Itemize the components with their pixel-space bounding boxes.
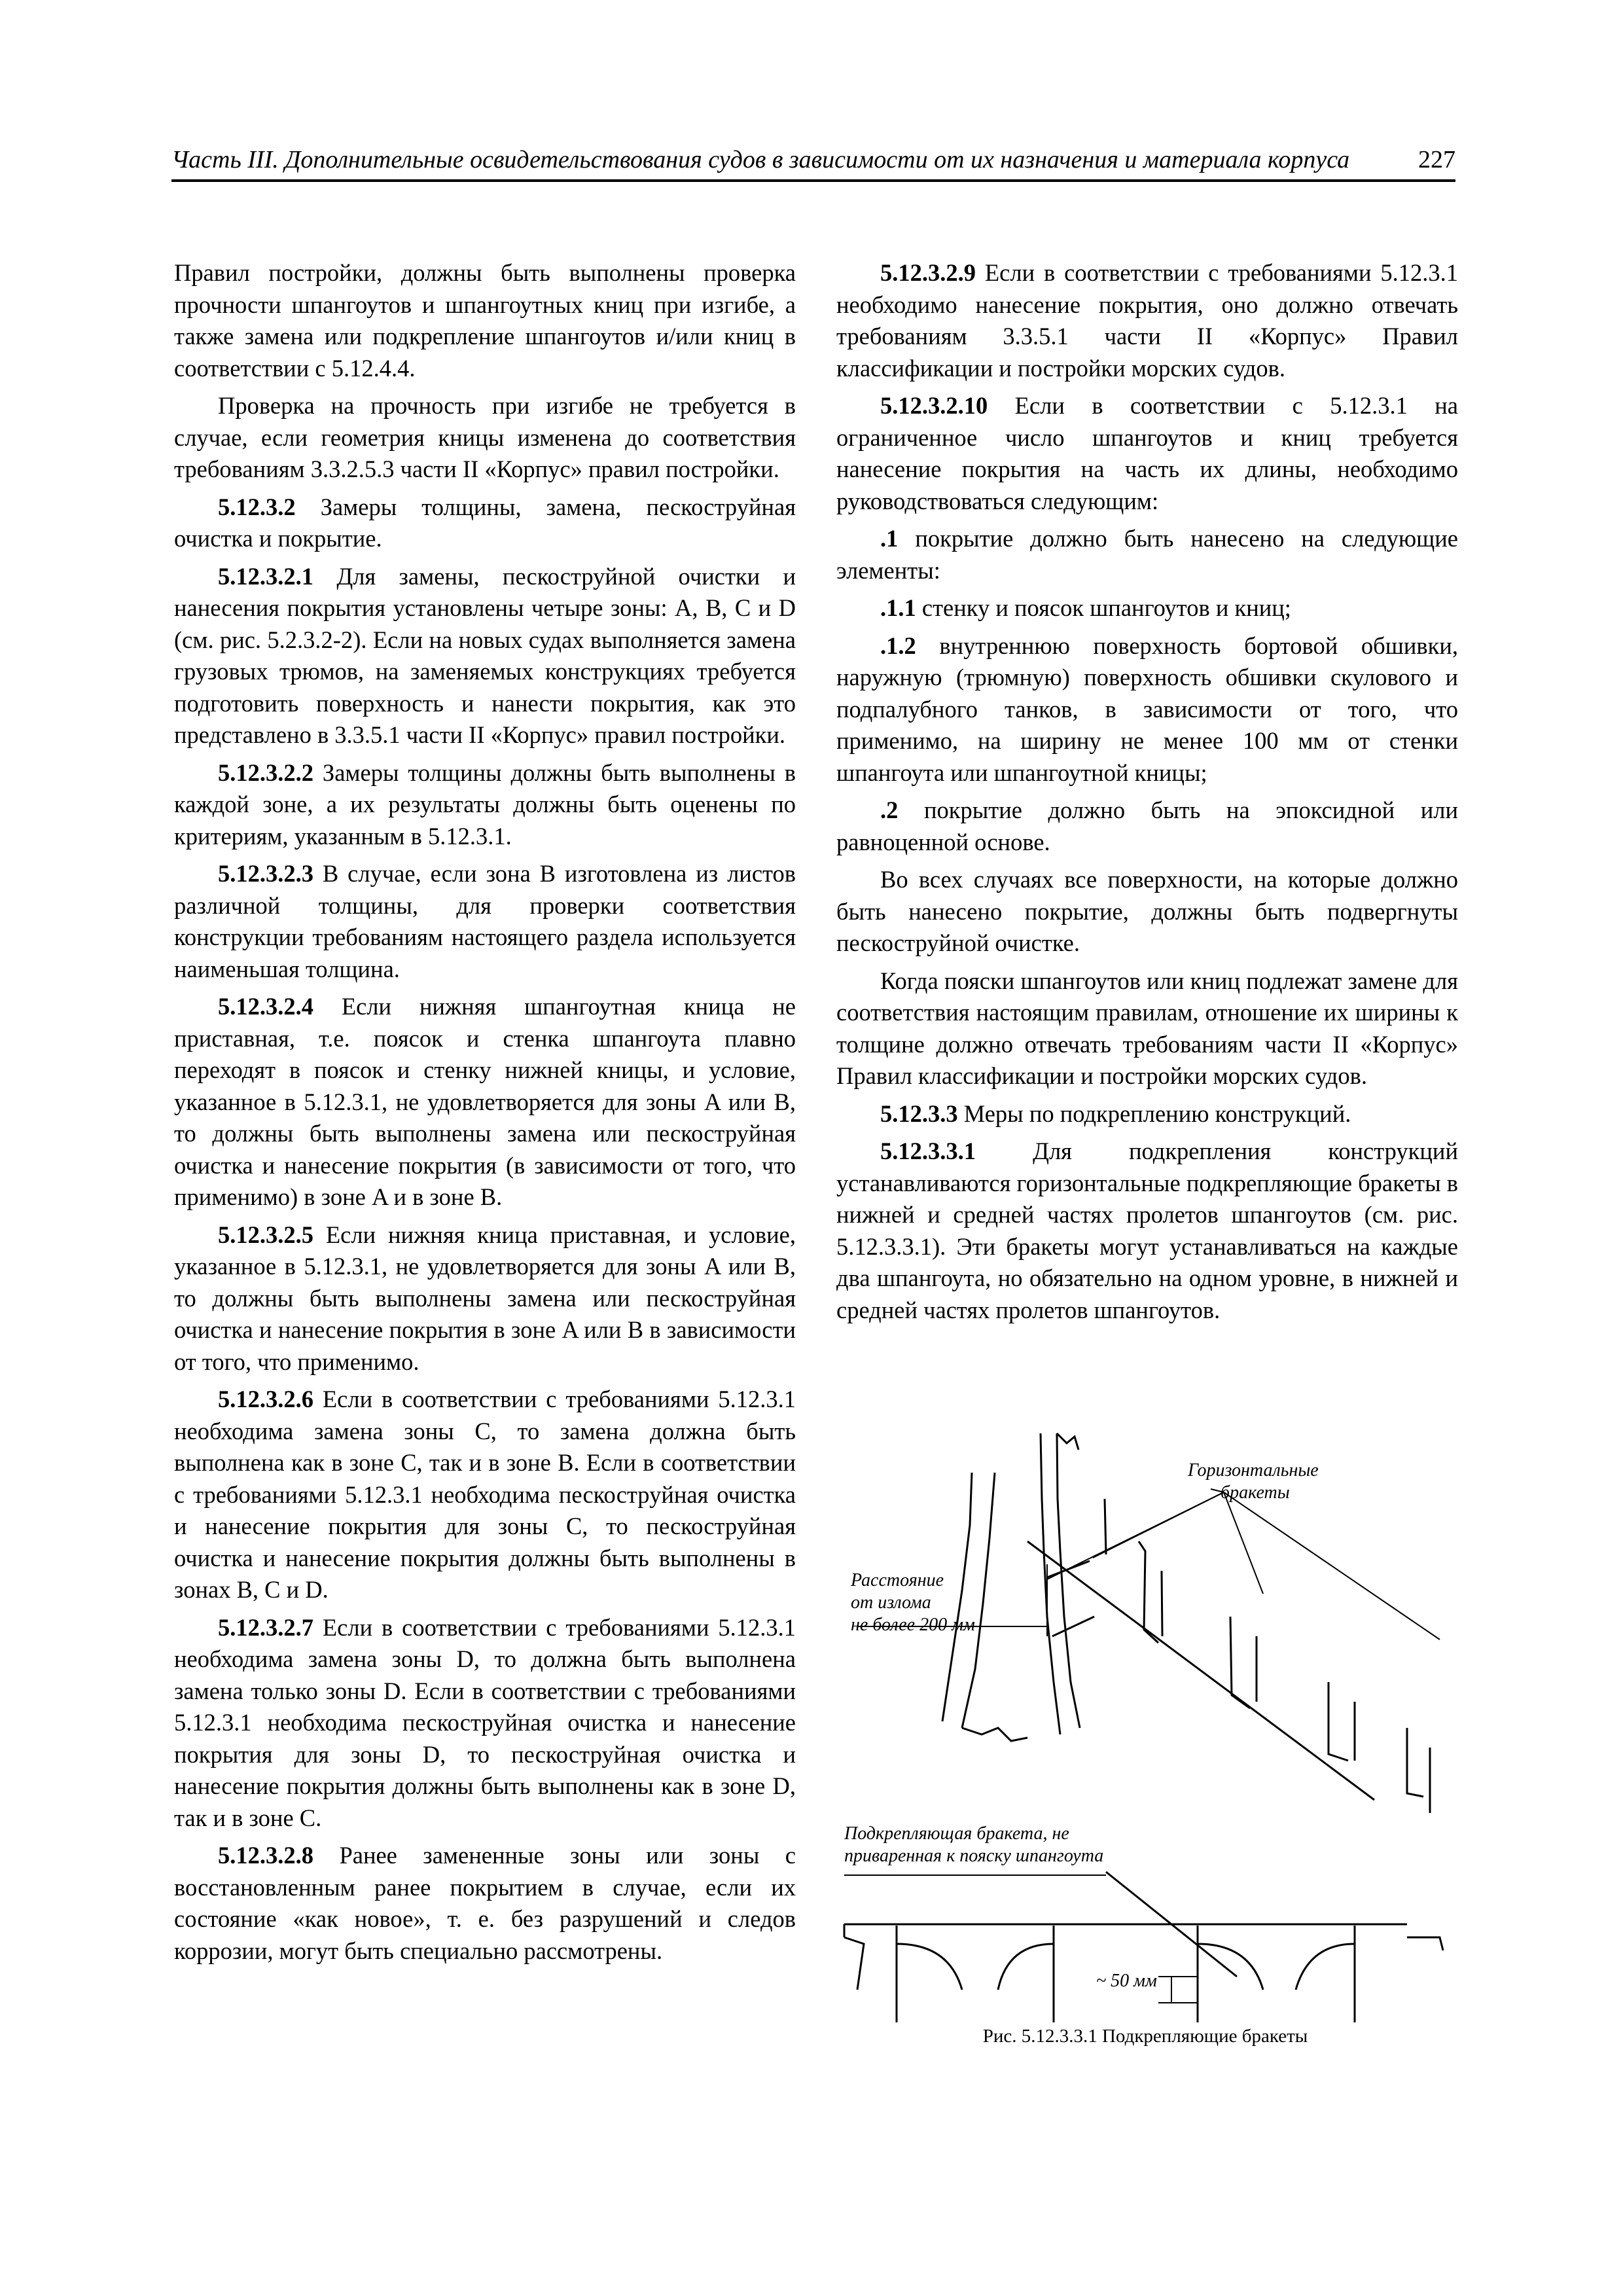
page-header	[171, 145, 1455, 182]
label-bracket-2: приваренная к пояску шпангоута	[844, 1846, 1104, 1866]
paragraph-text: Если в соответствии с требованиями 5.12.3.1 необходимо нанесение покрытия, оно должно отвечать требованиям 3.3.5.1 части II «Корпус» Правил классификации и постройки морских судов.	[836, 259, 1458, 382]
paragraph-text: Если нижняя кница приставная, и условие, указанное в 5.12.3.1, не удовлетворяется для зоны A или B, то должны быть выполнены замена или пескоструйная очистка и нанесение покрытия в зоне A или B в зависимости от того, что применимо.	[174, 1221, 796, 1375]
paragraph	[174, 757, 796, 853]
paragraph-text: Замеры толщины должны быть выполнены в каждой зоне, а их результаты должны быть оценены по критериям, указанным в 5.12.3.1.	[174, 759, 796, 850]
figure-drawing	[831, 1420, 1459, 2022]
paragraph-text: Когда пояски шпангоутов или книц подлежат замене для соответствия настоящим правилам, отношение их ширины к толщине должно отвечать требованиям части II «Корпус» Правил классификации и постройки морских судов.	[836, 967, 1458, 1089]
paragraph	[174, 991, 796, 1213]
paragraph-text: Если в соответствии с требованиями 5.12.3.1 необходима замена зоны D, то должна быть выполнена замена только зоны D. Если в соответствии с требованиями 5.12.3.1 необходима пескоструйная очистка и нанесение покрытия для зоны D, то пескоструйная очистка и нанесение покрытия должны быть выполнены как в зоне D, так и в зоне C.	[174, 1613, 796, 1831]
label-bracket-1: Подкрепляющая бракета, не	[844, 1823, 1069, 1844]
paragraph-text: внутреннюю поверхность бортовой обшивки, наружную (трюмную) поверхность обшивки скулового и подпалубного танков, в зависимости от того, что применимо, на ширину не менее 100 мм от стенки шпангоута или шпангоутной кницы;	[836, 632, 1458, 786]
clause-number: 5.12.3.2.8	[218, 1842, 313, 1869]
clause-number: 5.12.3.2.2	[218, 759, 313, 786]
paragraph-text: Если в соответствии с требованиями 5.12.3.1 необходима замена зоны C, то замена должна быть выполнена как в зоне C, так и в зоне B. Если в соответствии с требованиями 5.12.3.1 необходима пескоструйная очистка и нанесение покрытия для зоны C, то пескоструйная очистка и нанесение покрытия должны быть выполнены в зонах B, C и D.	[174, 1386, 796, 1603]
paragraph-text: Проверка на прочность при изгибе не требуется в случае, если геометрия кницы изменена до соответствия требованиям 3.3.2.5.3 части II «Корпус» правил постройки.	[174, 392, 796, 482]
left-column	[174, 257, 796, 1973]
page-number: 227	[1418, 146, 1455, 173]
paragraph	[836, 523, 1458, 586]
paragraph-text: В случае, если зона B изготовлена из листов различной толщины, для проверки соответствия конструкции требованиям настоящего раздела используется наименьшая толщина.	[174, 860, 796, 982]
clause-number: 5.12.3.2.5	[218, 1221, 313, 1248]
clause-number: 5.12.3.2.3	[218, 860, 313, 887]
header-title: Часть III. Дополнительные освидетельствования судов в зависимости от их назначения и материала корпуса	[171, 146, 1350, 173]
paragraph	[836, 630, 1458, 789]
paragraph	[836, 795, 1458, 858]
paragraph-text: стенку и поясок шпангоутов и книц;	[921, 594, 1291, 621]
clause-number: 5.12.3.2.9	[880, 259, 976, 286]
label-distance-2: от излома	[851, 1592, 931, 1613]
paragraph	[174, 1219, 796, 1378]
paragraph	[174, 257, 796, 384]
clause-number: 5.12.3.2.1	[218, 562, 313, 590]
clause-number: 5.12.3.2.4	[218, 993, 313, 1020]
clause-number: .2	[880, 797, 899, 823]
paragraph-text: Для замены, пескоструйной очистки и нанесения покрытия установлены четыре зоны: A, B, C и D (см. рис. 5.2.3.2-2). Если на новых судах выполняется замена грузовых трюмов, на заменяемых конструкциях требуется подготовить поверхность и нанести покрытия, как это представлено в 3.3.5.1 части II «Корпус» правил постройки.	[174, 562, 796, 748]
label-distance-1: Расстояние	[851, 1570, 944, 1590]
clause-number: .1.1	[880, 594, 916, 621]
paragraph	[836, 1136, 1458, 1326]
paragraph	[174, 561, 796, 751]
paragraph	[174, 1612, 796, 1835]
paragraph-text: Замеры толщины, замена, пескоструйная очистка и покрытие.	[174, 493, 796, 552]
paragraph-text: Правил постройки, должны быть выполнены проверка прочности шпангоутов и шпангоутных книц при изгибе, а также замена или подкрепление шпангоутов и/или книц в соответствии с 5.12.4.4.	[174, 259, 796, 382]
paragraph	[174, 1840, 796, 1967]
paragraph	[836, 390, 1458, 517]
paragraph	[836, 592, 1458, 624]
paragraph-text: покрытие должно быть на эпоксидной или равноценной основе.	[836, 797, 1459, 855]
paragraph-text: Для подкрепления конструкций устанавливаются горизонтальные подкрепляющие бракеты в нижней и средней частях пролетов шпангоутов (см. рис. 5.12.3.3.1). Эти бракеты могут устанавливаться на каждые два шпангоута, но обязательно на одном уровне, в нижней и средней частях пролетов шпангоутов.	[836, 1138, 1458, 1323]
label-distance-3: не более 200 мм	[851, 1615, 975, 1635]
paragraph	[174, 390, 796, 486]
paragraph	[174, 492, 796, 555]
clause-number: 5.12.3.2.7	[218, 1613, 313, 1641]
paragraph	[836, 1098, 1458, 1130]
paragraph-text: Ранее замененные зоны или зоны с восстановленным ранее покрытием в случае, если их состояние «как новое», т. е. без разрушений и следов коррозии, могут быть специально рассмотрены.	[174, 1842, 796, 1964]
paragraph	[174, 1384, 796, 1606]
clause-number: 5.12.3.2.6	[218, 1386, 313, 1412]
clause-number: 5.12.3.2	[218, 493, 296, 520]
label-horizontal-1: Горизонтальные	[1188, 1460, 1319, 1480]
paragraph-text: Меры по подкреплению конструкций.	[963, 1100, 1351, 1127]
paragraph-text: Если в соответствии с 5.12.3.1 на ограниченное число шпангоутов и книц требуется нанесение покрытия на часть их длины, необходимо руководствоваться следующим:	[836, 392, 1459, 514]
clause-number: .1	[880, 525, 899, 552]
clause-number: 5.12.3.3.1	[880, 1138, 976, 1164]
paragraph-text: Во всех случаях все поверхности, на которые должно быть нанесено покрытие, должны быть подвергнуты пескоструйной очистке.	[836, 866, 1458, 956]
paragraph	[836, 965, 1458, 1092]
paragraph	[836, 864, 1458, 960]
figure-reinforcing-brackets	[831, 1420, 1459, 2049]
paragraph	[174, 858, 796, 985]
paragraph-text: Если нижняя шпангоутная кница не приставная, т.е. поясок и стенка шпангоута плавно переходят в поясок и стенку нижней кницы, и условие, указанное в 5.12.3.1, не удовлетворяется для зоны A или B, то должны быть выполнены замена или пескоструйная очистка и нанесение покрытия (в зависимости от того, что применимо) в зоне A и в зоне B.	[174, 993, 796, 1210]
figure-caption: Рис. 5.12.3.3.1 Подкрепляющие бракеты	[982, 2026, 1308, 2047]
paragraph	[836, 257, 1458, 384]
clause-number: .1.2	[880, 632, 916, 659]
clause-number: 5.12.3.3	[880, 1100, 958, 1127]
right-column	[836, 257, 1458, 1332]
paragraph-text: покрытие должно быть нанесено на следующие элементы:	[836, 525, 1458, 584]
label-gap: ~ 50 мм	[1096, 1971, 1157, 1991]
clause-number: 5.12.3.2.10	[880, 392, 988, 419]
label-horizontal-2: бракеты	[1221, 1482, 1290, 1503]
